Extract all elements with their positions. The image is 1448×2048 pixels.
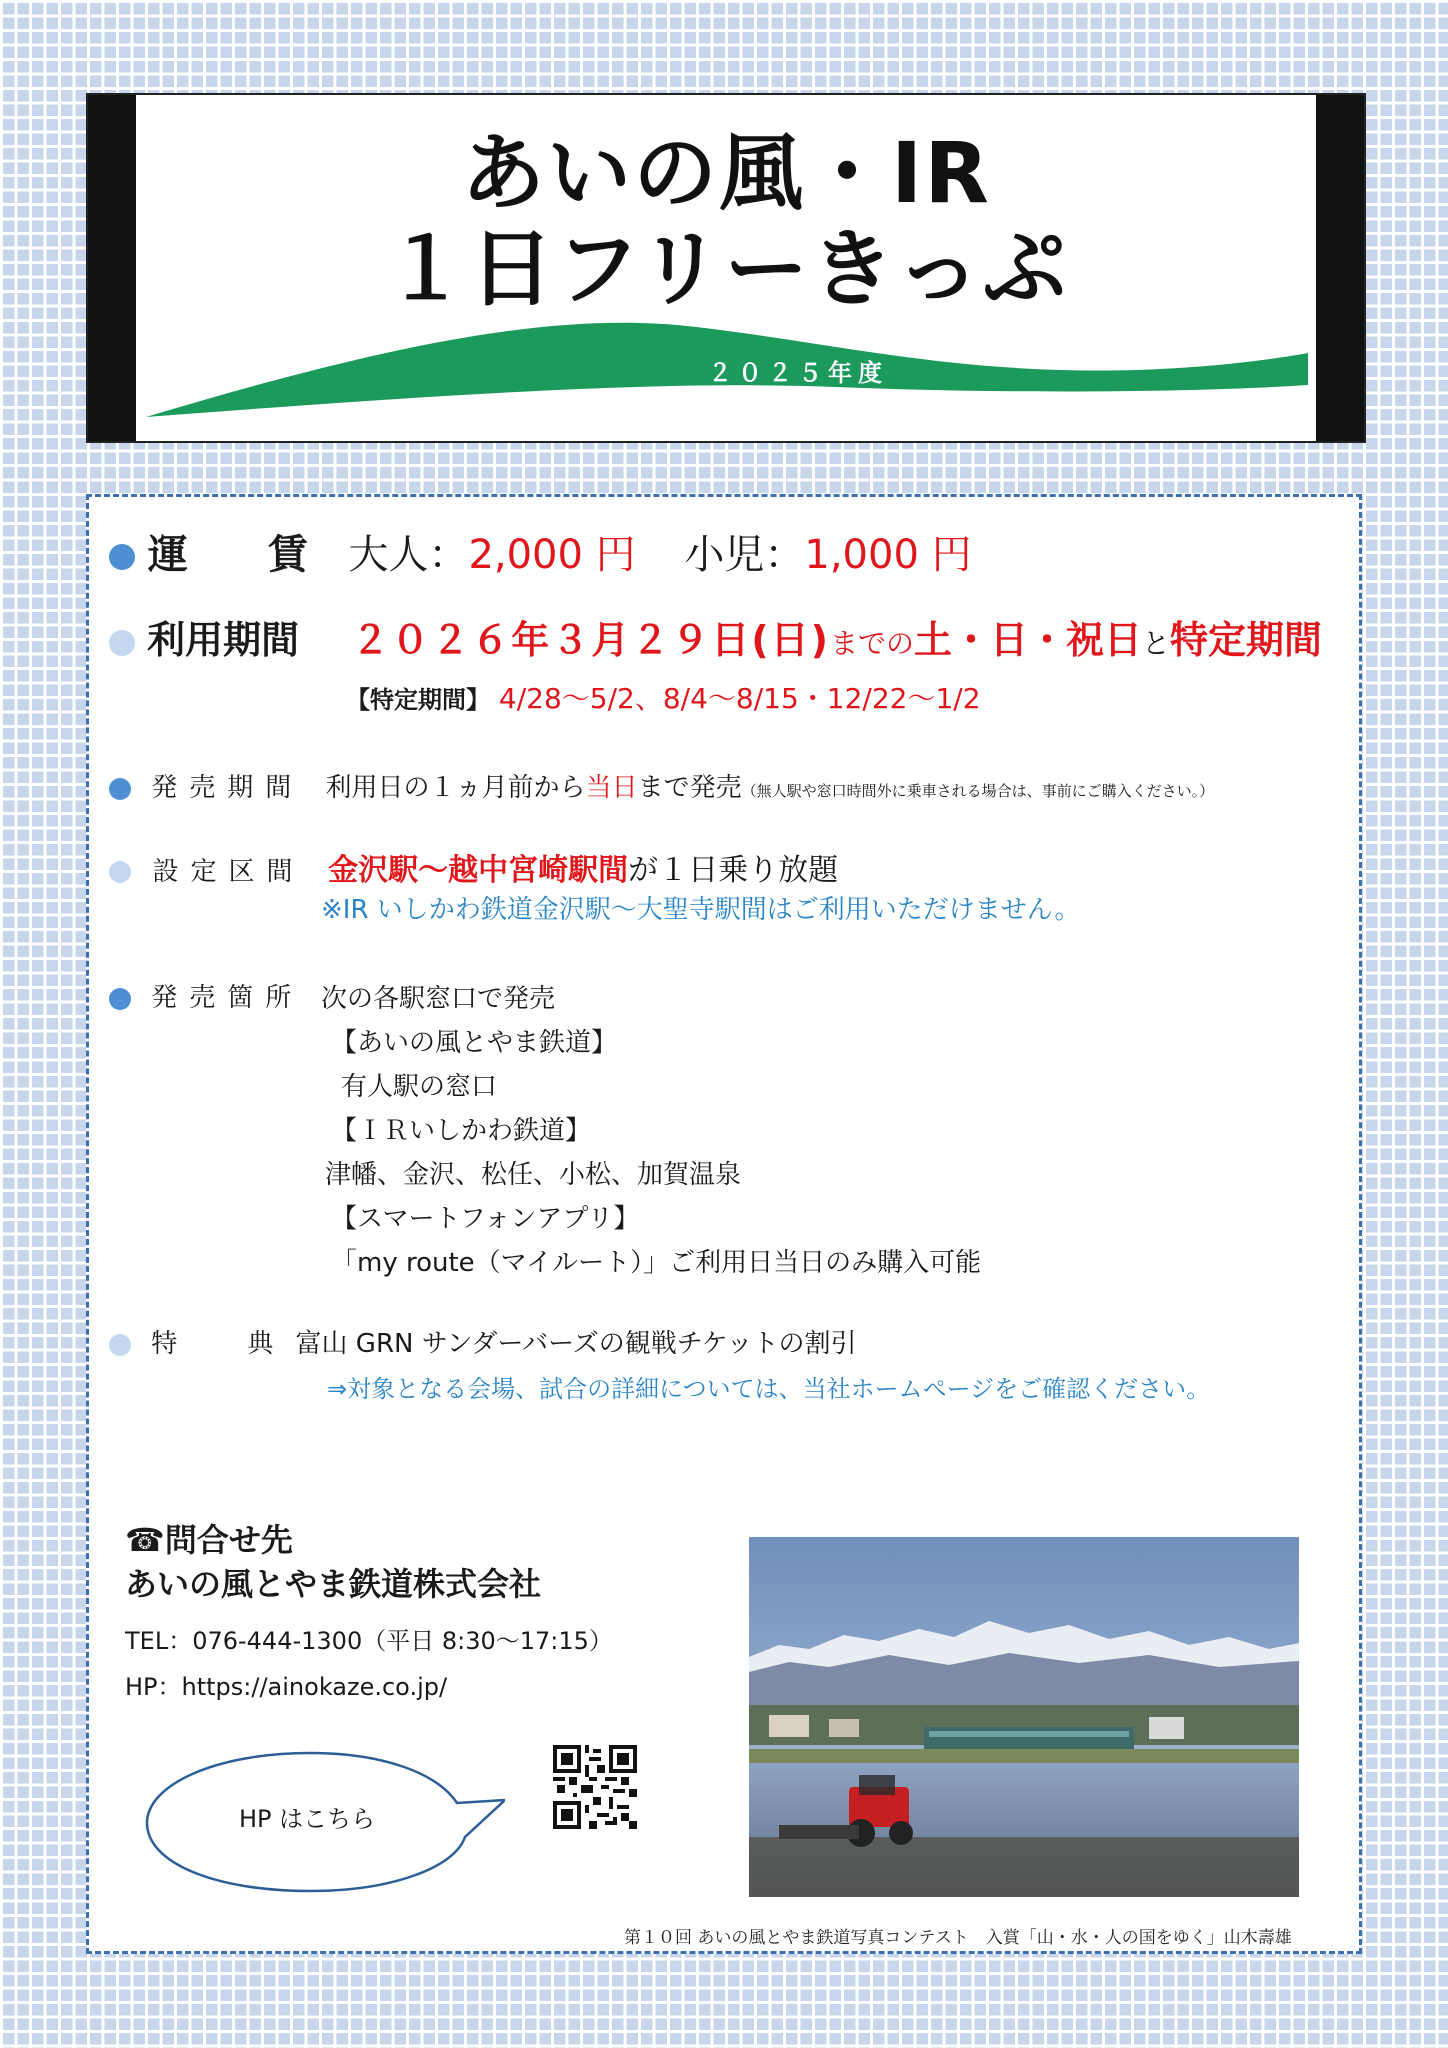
special-period-label: 【特定期間】 <box>346 686 490 714</box>
title-banner <box>86 93 1366 443</box>
special-period-row <box>346 677 981 717</box>
sales-place-row <box>109 977 303 1014</box>
main-content <box>86 494 1362 1954</box>
bullet-icon <box>109 778 131 800</box>
sales-period-row <box>109 767 1214 804</box>
adult-price: 2,000 円 <box>468 532 636 578</box>
hp-bubble-text: HP はこちら <box>239 1805 376 1833</box>
contact-hp[interactable]: HP：https://ainokaze.co.jp/ <box>125 1673 448 1701</box>
railway-photo-scene <box>749 1537 1299 1897</box>
bullet-icon <box>109 544 135 570</box>
fare-row <box>109 523 972 580</box>
benefit-note: ⇒対象となる会場、試合の詳細については、当社ホームページをご確認ください。 <box>327 1375 1211 1403</box>
period-special: 特定期間 <box>1170 618 1323 662</box>
sales-period-today: 当日 <box>585 773 638 803</box>
sales-period-note: （無人駅や窓口時間外に乗車される場合は、事前にご購入ください。） <box>741 782 1215 800</box>
sales-place-line: 津幡、金沢、松任、小松、加賀温泉 <box>325 1160 742 1190</box>
sales-place-label: 発売箇所 <box>151 983 304 1013</box>
adult-label: 大人： <box>348 532 469 578</box>
section-text: が１日乗り放題 <box>628 853 839 888</box>
sales-place-list <box>321 977 981 1285</box>
photo-caption: 第１０回 あいの風とやま鉄道写真コンテスト 入賞「山・水・人の国をゆく」山木壽雄 <box>624 1928 1292 1948</box>
special-period-dates: 4/28～5/2、8/4～8/15・12/22～1/2 <box>498 682 981 715</box>
sales-place-line: 【ＩＲいしかわ鉄道】 <box>331 1116 592 1146</box>
period-and: と <box>1141 627 1170 660</box>
section-note: ※IR いしかわ鉄道金沢駅～大聖寺駅間はご利用いただけません。 <box>321 895 1081 925</box>
period-label: 利用期間 <box>147 618 300 662</box>
benefit-label: 特 典 <box>151 1329 280 1359</box>
sales-place-line: 【あいの風とやま鉄道】 <box>331 1028 618 1058</box>
fare-label: 運 賃 <box>147 532 308 578</box>
period-days: 土・日・祝日 <box>913 618 1142 662</box>
sales-place-line: 「my route（マイルート）」ご利用日当日のみ購入可能 <box>331 1248 982 1278</box>
sales-place-line: 有人駅の窓口 <box>341 1072 498 1102</box>
banner-right-bar <box>1316 95 1364 441</box>
sales-period-label: 発売期間 <box>151 773 304 803</box>
banner-left-bar <box>88 95 136 441</box>
sales-period-text2: まで発売 <box>637 773 742 803</box>
benefit-row <box>109 1323 856 1360</box>
period-date: ２０２６年３月２９日(日) <box>351 618 830 662</box>
title-line-2: １日フリーきっぷ <box>383 220 1069 318</box>
sales-period-text1: 利用日の１ヵ月前から <box>325 773 586 803</box>
railway-photo <box>749 1537 1299 1897</box>
qr-code-icon[interactable] <box>553 1745 637 1829</box>
bullet-icon <box>109 861 131 883</box>
bullet-icon <box>109 988 131 1010</box>
page-title <box>136 125 1316 317</box>
contact-company: あいの風とやま鉄道株式会社 <box>125 1565 542 1603</box>
period-row <box>109 609 1322 664</box>
sales-place-line: 【スマートフォンアプリ】 <box>331 1204 640 1234</box>
title-line-1: あいの風・IR <box>461 124 991 222</box>
period-until: までの <box>829 627 914 660</box>
benefit-text: 富山 GRN サンダーバーズの観戦チケットの割引 <box>295 1329 857 1359</box>
section-route: 金沢駅～越中宮崎駅間 <box>328 853 629 888</box>
child-label: 小児： <box>684 532 805 578</box>
section-row <box>109 845 838 889</box>
sales-place-line: 次の各駅窓口で発売 <box>321 984 556 1014</box>
contact-heading: ☎問合せ先 <box>125 1521 293 1559</box>
bullet-icon <box>109 630 135 656</box>
year-label: ２０２５年度 <box>708 359 888 387</box>
section-label: 設定区間 <box>152 857 305 887</box>
child-price: 1,000 円 <box>804 532 972 578</box>
contact-tel: TEL：076-444-1300（平日 8:30～17:15） <box>125 1627 613 1655</box>
bullet-icon <box>109 1334 131 1356</box>
